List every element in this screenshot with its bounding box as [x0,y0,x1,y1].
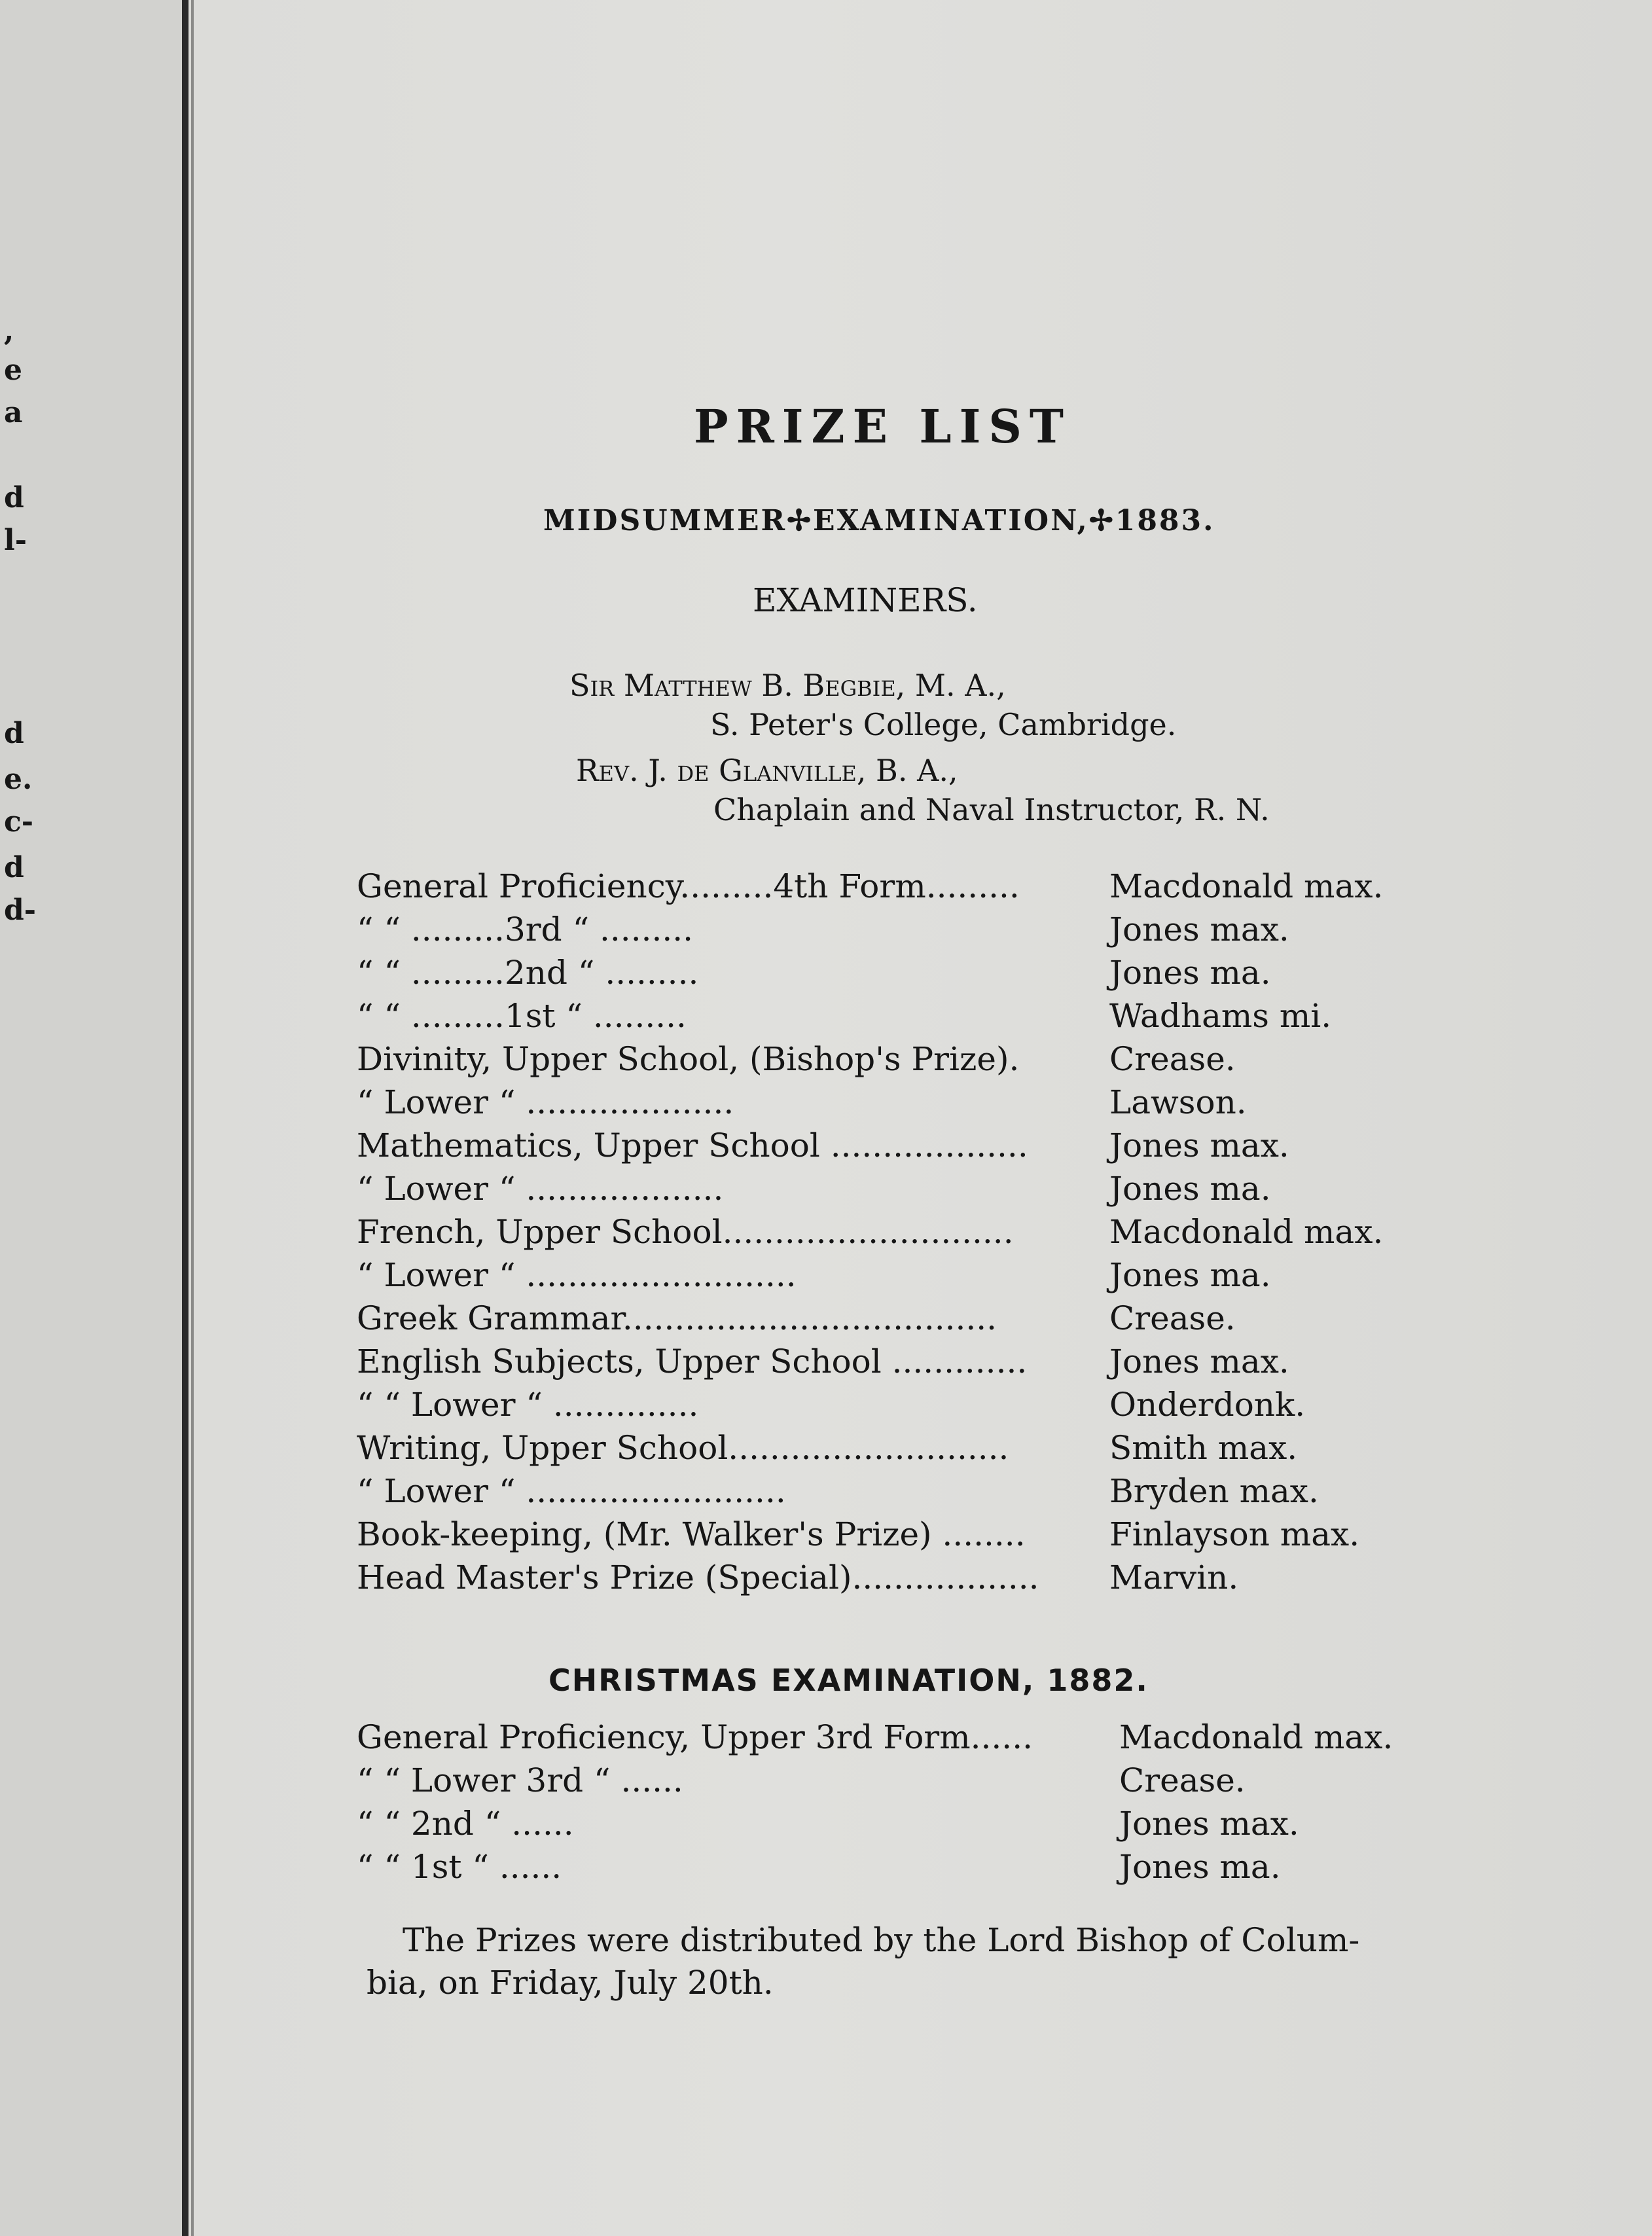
left-fragment: e. [4,763,33,796]
left-fragment: d [4,717,24,750]
prize-row [357,1213,1424,1256]
prize-subject: General Proficiency, Upper 3rd Form...... [357,1718,1033,1756]
prize-row [357,1472,1424,1515]
prize-subject: “ “ .........3rd “ ......... [357,911,694,948]
midsummer-heading: MIDSUMMER✢EXAMINATION,✢1883. [543,504,1215,537]
prize-winner: Bryden max. [1109,1472,1319,1510]
prize-subject: “ “ 2nd “ ...... [357,1805,574,1843]
prize-subject: General Proficiency.........4th Form......... [357,867,1020,905]
prize-row [357,1083,1424,1127]
prize-row [357,911,1424,954]
prize-row [357,1848,1424,1891]
prize-row [357,1299,1424,1343]
prize-row [357,1718,1424,1761]
prize-row [357,1805,1424,1848]
prize-row [357,1761,1424,1805]
prize-winner: Lawson. [1109,1083,1247,1121]
left-fragment: l- [4,524,27,557]
prize-winner: Jones max. [1119,1805,1299,1843]
left-fragment: d [4,481,24,514]
prize-winner: Wadhams mi. [1109,997,1332,1035]
prize-row [357,867,1424,911]
prize-row [357,1515,1424,1559]
christmas-heading: CHRISTMAS EXAMINATION, 1882. [548,1663,1149,1698]
left-page-edge [0,0,182,2236]
prize-subject: Book-keeping, (Mr. Walker's Prize) ........ [357,1515,1026,1553]
prize-winner: Jones ma. [1119,1848,1281,1886]
examiner-line: S. Peter's College, Cambridge. [710,707,1177,742]
prize-row [357,1386,1424,1429]
prize-winner: Jones max. [1109,1343,1289,1380]
left-fragment: d- [4,893,37,927]
prize-subject: “ Lower “ ......................... [357,1472,786,1510]
prize-row [357,1170,1424,1213]
prize-winner: Marvin. [1109,1559,1239,1596]
prize-winner: Crease. [1109,1299,1236,1337]
prize-winner: Jones max. [1109,911,1289,948]
prize-subject: English Subjects, Upper School ............. [357,1343,1028,1380]
prize-subject: “ Lower “ .......................... [357,1256,797,1294]
page-title: PRIZE LIST [694,399,1071,454]
book-spine-shadow [191,0,194,2236]
prize-subject: Divinity, Upper School, (Bishop's Prize). [357,1040,1020,1078]
book-spine [182,0,189,2236]
prize-subject: “ Lower “ ................... [357,1170,724,1208]
prize-winner: Jones ma. [1109,1170,1271,1208]
prize-subject: Writing, Upper School........................... [357,1429,1009,1467]
prize-row [357,1127,1424,1170]
prize-subject: “ “ .........2nd “ ......... [357,954,699,992]
prize-subject: “ “ .........1st “ ......... [357,997,687,1035]
prize-row [357,1429,1424,1472]
prize-subject: French, Upper School............................ [357,1213,1014,1251]
prize-winner: Onderdonk. [1109,1386,1306,1424]
examiner-line: Chaplain and Naval Instructor, R. N. [713,792,1270,827]
examiner-line: Sir Matthew B. Begbie, M. A., [569,668,1006,703]
prize-winner: Macdonald max. [1119,1718,1393,1756]
prize-row [357,1559,1424,1602]
examiners-heading: EXAMINERS. [753,581,978,619]
prize-winner: Jones ma. [1109,1256,1271,1294]
prize-row [357,1256,1424,1299]
prize-subject: Greek Grammar.................................... [357,1299,997,1337]
prize-winner: Crease. [1119,1761,1246,1799]
prize-row [357,1343,1424,1386]
examiner-line: Rev. J. de Glanville, B. A., [576,753,958,788]
prize-row [357,997,1424,1040]
left-fragment: a [4,396,23,429]
left-fragment: c- [4,805,34,838]
prize-row [357,954,1424,997]
prize-winner: Macdonald max. [1109,1213,1384,1251]
closing-note-line: bia, on Friday, July 20th. [367,1964,774,2002]
prize-subject: Head Master's Prize (Special).................. [357,1559,1039,1596]
prize-subject: “ “ Lower “ .............. [357,1386,699,1424]
prize-subject: “ “ 1st “ ...... [357,1848,562,1886]
prize-winner: Finlayson max. [1109,1515,1360,1553]
prize-winner: Crease. [1109,1040,1236,1078]
prize-subject: “ Lower “ .................... [357,1083,734,1121]
closing-note-line: The Prizes were distributed by the Lord Bishop of Colum- [403,1921,1360,1959]
prize-winner: Macdonald max. [1109,867,1384,905]
left-fragment: e [4,353,22,387]
prize-row [357,1040,1424,1083]
prize-subject: “ “ Lower 3rd “ ...... [357,1761,683,1799]
prize-winner: Jones ma. [1109,954,1271,992]
prize-winner: Jones max. [1109,1127,1289,1164]
left-fragment: d [4,851,24,884]
prize-subject: Mathematics, Upper School ................... [357,1127,1028,1164]
left-fragment: , [4,314,14,348]
prize-winner: Smith max. [1109,1429,1298,1467]
